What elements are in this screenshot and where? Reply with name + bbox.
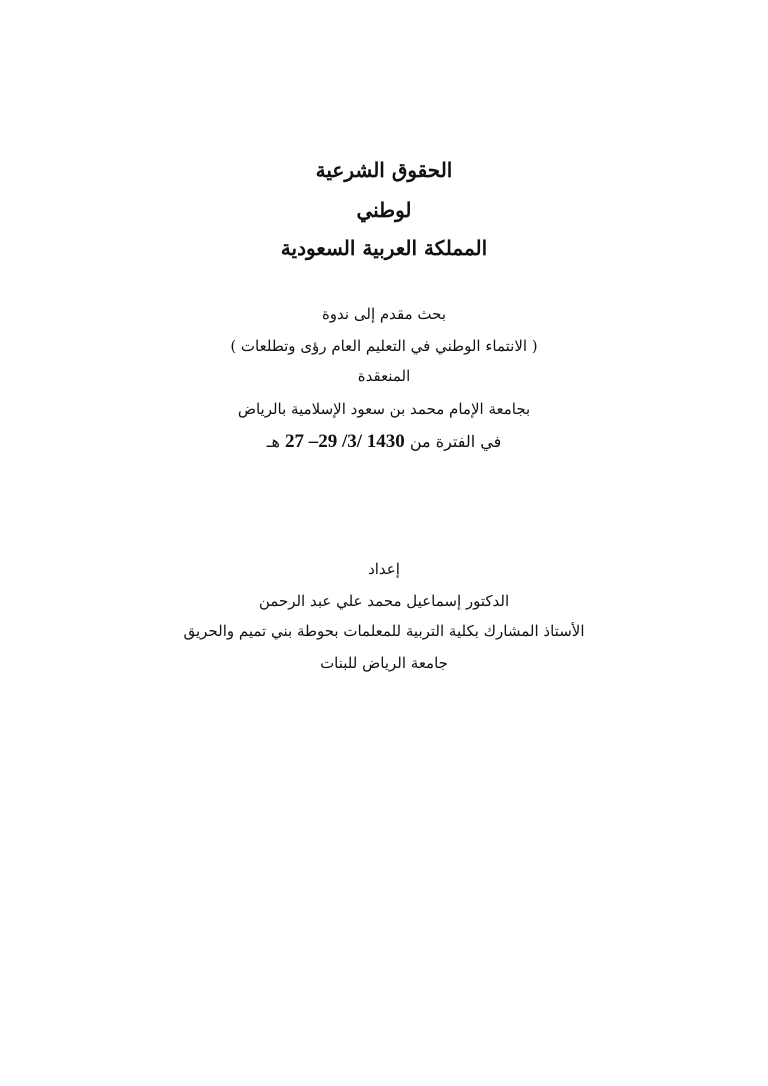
prepared-by-label: إعداد [368, 560, 400, 578]
author-university: جامعة الرياض للبنات [320, 654, 448, 672]
title-line-2: لوطني [356, 198, 412, 222]
author-name: الدكتور إسماعيل محمد علي عبد الرحمن [258, 592, 510, 610]
held-label: المنعقدة [357, 367, 411, 385]
symposium-name: ( الانتماء الوطني في التعليم العام رؤى وتطلعات ) [230, 337, 538, 355]
presentation-intro: بحث مقدم إلى ندوة [321, 305, 447, 323]
title-line-1: الحقوق الشرعية [315, 158, 453, 182]
host-university: بجامعة الإمام محمد بن سعود الإسلامية بالرياض [237, 400, 531, 418]
period-suffix: هـ [266, 432, 280, 451]
period-line [0, 432, 768, 451]
author-position: الأستاذ المشارك بكلية التربية للمعلمات بحوطة بني تميم والحريق [183, 622, 585, 640]
period-prefix: في الفترة من [409, 432, 502, 451]
title-line-3: المملكة العربية السعودية [280, 236, 488, 260]
period-dates: 27 –29 /3/ 1430 [284, 431, 405, 452]
